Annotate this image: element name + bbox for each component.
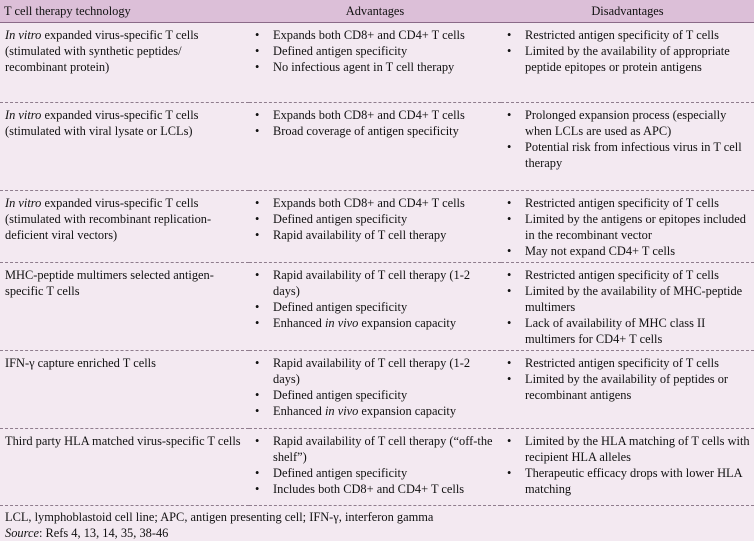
disadvantage-cell bbox=[501, 23, 754, 103]
disadvantage-item: • Restricted antigen specificity of T cells bbox=[505, 27, 750, 43]
table-row bbox=[0, 23, 754, 103]
header-advantages: Advantages bbox=[249, 0, 501, 23]
advantage-item: • Defined antigen specificity bbox=[253, 387, 497, 403]
disadvantage-list bbox=[505, 433, 750, 497]
advantage-list bbox=[253, 433, 497, 497]
disadvantage-cell bbox=[501, 351, 754, 429]
source-text: : Refs 4, 13, 14, 35, 38-46 bbox=[38, 526, 169, 540]
advantage-item: • Enhanced in vivo expansion capacity bbox=[253, 403, 497, 419]
disadvantage-cell bbox=[501, 429, 754, 506]
advantage-cell bbox=[249, 351, 501, 429]
disadvantage-item: • Limited by the availability of appropriate peptide epitopes or protein antigens bbox=[505, 43, 750, 75]
in-vivo-emphasis: in vivo bbox=[324, 316, 359, 330]
footnote: LCL, lymphoblastoid cell line; APC, antigen presenting cell; IFN-γ, interferon gamma bbox=[5, 510, 434, 524]
advantage-item: • Defined antigen specificity bbox=[253, 465, 497, 481]
technology-text: IFN-γ capture enriched T cells bbox=[5, 356, 156, 370]
disadvantage-cell bbox=[501, 191, 754, 263]
advantage-cell bbox=[249, 103, 501, 191]
advantage-list bbox=[253, 195, 497, 243]
advantage-item: • Broad coverage of antigen specificity bbox=[253, 123, 497, 139]
advantage-cell bbox=[249, 263, 501, 351]
disadvantage-list bbox=[505, 107, 750, 171]
advantage-item: • Defined antigen specificity bbox=[253, 211, 497, 227]
technology-cell bbox=[0, 23, 249, 103]
advantage-item: • Enhanced in vivo expansion capacity bbox=[253, 315, 497, 331]
disadvantage-cell bbox=[501, 103, 754, 191]
advantage-cell bbox=[249, 191, 501, 263]
advantage-list bbox=[253, 27, 497, 75]
table-footer bbox=[0, 506, 754, 541]
advantage-item: • Rapid availability of T cell therapy bbox=[253, 227, 497, 243]
technology-cell bbox=[0, 429, 249, 506]
table-row bbox=[0, 263, 754, 351]
disadvantage-item: • Restricted antigen specificity of T cells bbox=[505, 267, 750, 283]
technology-emphasis: In vitro bbox=[5, 108, 42, 122]
table-row bbox=[0, 103, 754, 191]
disadvantage-item: • May not expand CD4+ T cells bbox=[505, 243, 750, 259]
technology-text: expanded virus-specific T cells (stimulated with viral lysate or LCLs) bbox=[5, 108, 199, 138]
advantage-item: • Defined antigen specificity bbox=[253, 299, 497, 315]
advantage-list bbox=[253, 355, 497, 419]
source-line bbox=[5, 525, 749, 541]
technology-cell bbox=[0, 103, 249, 191]
advantage-item: • Rapid availability of T cell therapy (“off-the shelf”) bbox=[253, 433, 497, 465]
advantage-item: • No infectious agent in T cell therapy bbox=[253, 59, 497, 75]
disadvantage-list bbox=[505, 355, 750, 403]
disadvantage-cell bbox=[501, 263, 754, 351]
advantage-item: • Expands both CD8+ and CD4+ T cells bbox=[253, 195, 497, 211]
technology-text: MHC-peptide multimers selected antigen-specific T cells bbox=[5, 268, 214, 298]
advantage-list bbox=[253, 107, 497, 139]
advantage-cell bbox=[249, 23, 501, 103]
disadvantage-item: • Potential risk from infectious virus in T cell therapy bbox=[505, 139, 750, 171]
technology-text: expanded virus-specific T cells (stimulated with recombinant replication-deficient viral vectors) bbox=[5, 196, 212, 242]
disadvantage-item: • Limited by the availability of peptides or recombinant antigens bbox=[505, 371, 750, 403]
disadvantage-list bbox=[505, 195, 750, 259]
in-vivo-emphasis: in vivo bbox=[324, 404, 359, 418]
technology-text: Third party HLA matched virus-specific T cells bbox=[5, 434, 241, 448]
advantage-item: • Defined antigen specificity bbox=[253, 43, 497, 59]
advantage-item: • Expands both CD8+ and CD4+ T cells bbox=[253, 107, 497, 123]
advantage-item: • Rapid availability of T cell therapy (1-2 days) bbox=[253, 267, 497, 299]
advantage-item: • Rapid availability of T cell therapy (1-2 days) bbox=[253, 355, 497, 387]
disadvantage-list bbox=[505, 267, 750, 347]
technology-emphasis: In vitro bbox=[5, 28, 42, 42]
disadvantage-item: • Prolonged expansion process (especially when LCLs are used as APC) bbox=[505, 107, 750, 139]
disadvantage-item: • Restricted antigen specificity of T cells bbox=[505, 355, 750, 371]
table-row bbox=[0, 351, 754, 429]
advantage-item: • Expands both CD8+ and CD4+ T cells bbox=[253, 27, 497, 43]
technology-cell bbox=[0, 351, 249, 429]
technology-emphasis: In vitro bbox=[5, 196, 42, 210]
disadvantage-item: • Limited by the antigens or epitopes included in the recombinant vector bbox=[505, 211, 750, 243]
header-row bbox=[0, 0, 754, 23]
disadvantage-item: • Limited by the HLA matching of T cells with recipient HLA alleles bbox=[505, 433, 750, 465]
advantage-item: • Includes both CD8+ and CD4+ T cells bbox=[253, 481, 497, 497]
technology-cell bbox=[0, 263, 249, 351]
technology-cell bbox=[0, 191, 249, 263]
disadvantage-list bbox=[505, 27, 750, 75]
disadvantage-item: • Lack of availability of MHC class II multimers for CD4+ T cells bbox=[505, 315, 750, 347]
table-row bbox=[0, 429, 754, 506]
table-row bbox=[0, 191, 754, 263]
advantage-list bbox=[253, 267, 497, 331]
header-technology: T cell therapy technology bbox=[0, 0, 249, 23]
disadvantage-item: • Restricted antigen specificity of T cells bbox=[505, 195, 750, 211]
source-label: Source bbox=[5, 526, 39, 540]
technology-text: expanded virus-specific T cells (stimulated with synthetic peptides/ recombinant protein) bbox=[5, 28, 199, 74]
disadvantage-item: • Limited by the availability of MHC-peptide multimers bbox=[505, 283, 750, 315]
disadvantage-item: • Therapeutic efficacy drops with lower HLA matching bbox=[505, 465, 750, 497]
advantage-cell bbox=[249, 429, 501, 506]
header-disadvantages: Disadvantages bbox=[501, 0, 754, 23]
